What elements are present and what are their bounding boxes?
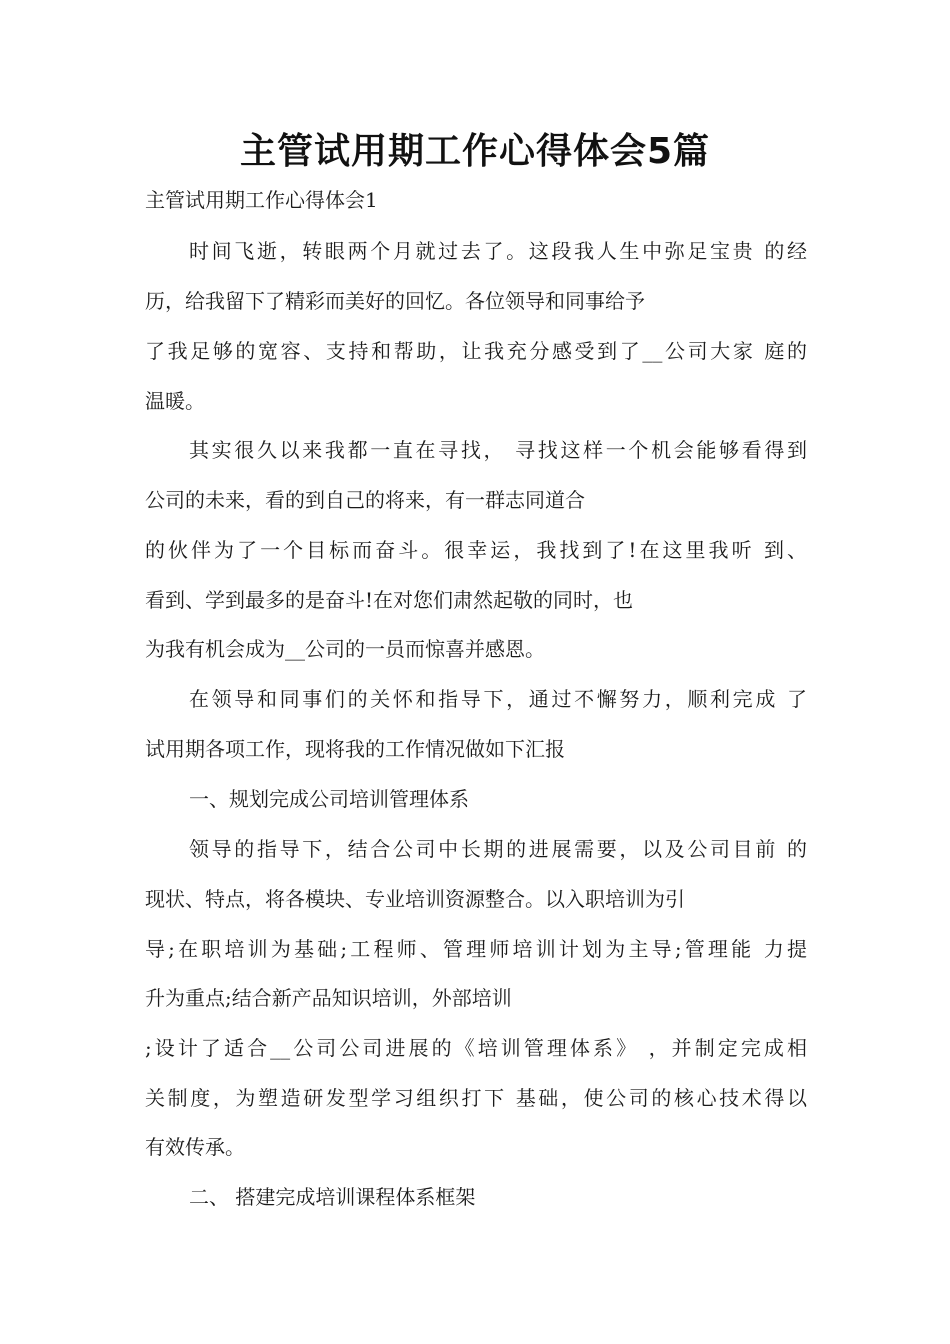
- text-line: 现状、特点，将各模块、专业培训资源整合。以入职培训为引: [145, 887, 685, 911]
- text-line: 为我有机会成为__公司的一员而惊喜并感恩。: [145, 637, 545, 661]
- text-line: ;设计了适合__公司公司进展的《培训管理体系》 ，并制定完成相: [145, 1036, 807, 1060]
- text-line: 其实很久以来我都一直在寻找， 寻找这样一个机会能够看得到: [189, 438, 807, 462]
- document-title: 主管试用期工作心得体会5篇: [239, 131, 711, 172]
- text-line: 升为重点;结合新产品知识培训，外部培训: [145, 986, 512, 1010]
- text-line: 历，给我留下了精彩而美好的回忆。各位领导和同事给予: [145, 289, 645, 313]
- text-line: 领导的指导下，结合公司中长期的进展需要，以及公司目前 的: [189, 837, 807, 861]
- section-heading: 主管试用期工作心得体会1: [145, 188, 378, 212]
- text-line: 的伙伴为了一个目标而奋斗。很幸运，我找到了!在这里我听 到、: [145, 538, 807, 562]
- text-line: 导;在职培训为基础;工程师、管理师培训计划为主导;管理能 力提: [145, 937, 807, 961]
- text-line: 公司的未来，看的到自己的将来，有一群志同道合: [145, 488, 585, 512]
- text-line: 时间飞逝，转眼两个月就过去了。这段我人生中弥足宝贵 的经: [189, 239, 807, 263]
- text-line: 了我足够的宽容、支持和帮助，让我充分感受到了__公司大家 庭的: [145, 339, 807, 363]
- section-heading: 二、 搭建完成培训课程体系框架: [189, 1185, 476, 1209]
- text-line: 关制度，为塑造研发型学习组织打下 基础，使公司的核心技术得以: [145, 1086, 807, 1110]
- section-heading: 一、规划完成公司培训管理体系: [189, 787, 469, 811]
- text-line: 看到、学到最多的是奋斗!在对您们肃然起敬的同时，也: [145, 588, 634, 612]
- text-line: 有效传承。: [145, 1135, 245, 1159]
- text-line: 试用期各项工作，现将我的工作情况做如下汇报: [145, 737, 565, 761]
- text-line: 在领导和同事们的关怀和指导下，通过不懈努力，顺利完成 了: [189, 687, 807, 711]
- text-line: 温暖。: [145, 389, 205, 413]
